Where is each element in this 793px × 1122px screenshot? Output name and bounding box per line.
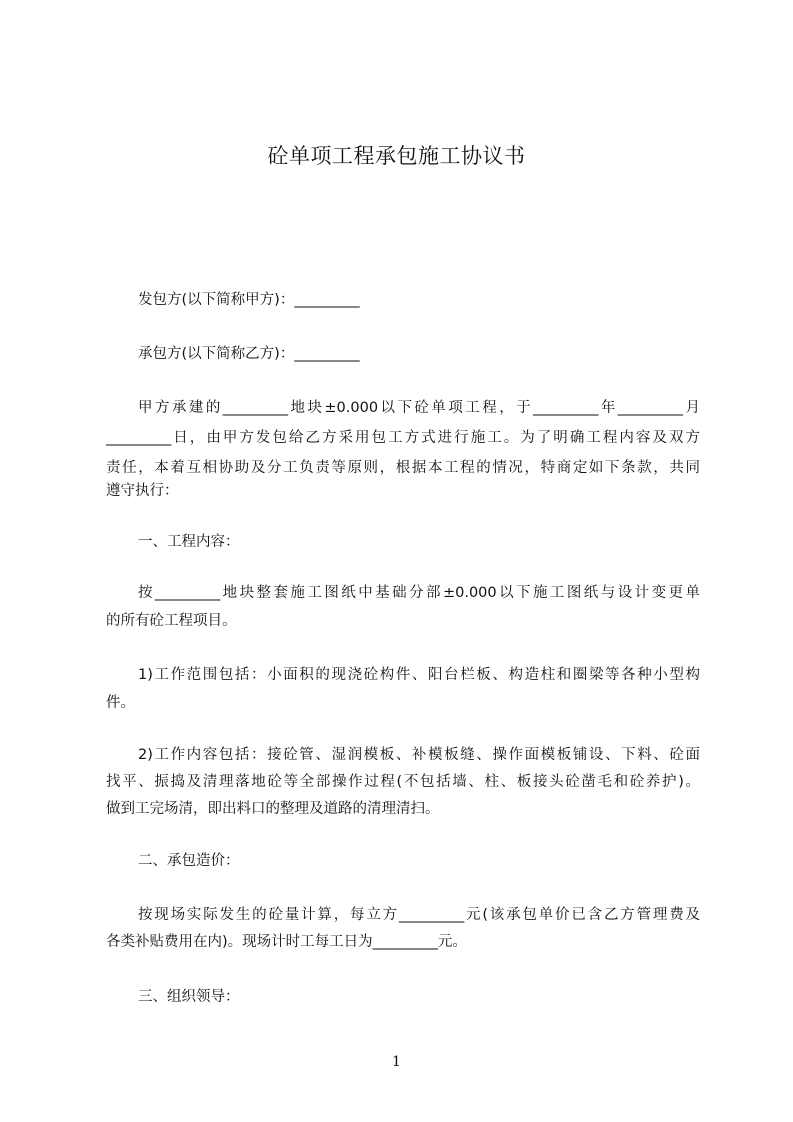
scope-line: 件。 xyxy=(106,695,135,711)
work-content-line: 2)工作内容包括：接砼管、湿润模板、补模板缝、操作面模板铺设、下料、砼面 xyxy=(138,747,700,763)
section-1-line: 按_________地块整套施工图纸中基础分部±0.000以下施工图纸与设计变更单 xyxy=(138,585,700,601)
party-b-line: 承包方(以下简称乙方)：_________ xyxy=(138,346,360,362)
intro-line: 甲方承建的_________地块±0.000以下砼单项工程，于_________年_________月 xyxy=(138,400,700,416)
section-3-heading: 三、组织领导： xyxy=(138,989,240,1005)
section-2-heading: 二、承包造价： xyxy=(138,853,240,869)
section-2-line: 按现场实际发生的砼量计算，每立方_________元(该承包单价已含乙方管理费及 xyxy=(138,907,700,923)
intro-line: 遵守执行： xyxy=(106,483,179,499)
section-1-heading: 一、工程内容： xyxy=(138,534,240,550)
intro-line: _________日，由甲方发包给乙方采用包工方式进行施工。为了明确工程内容及双方 xyxy=(106,430,700,446)
work-content-line: 找平、振捣及清理落地砼等全部操作过程(不包括墙、柱、板接头砼凿毛和砼养护)。 xyxy=(106,774,700,790)
section-1-line: 的所有砼工程项目。 xyxy=(106,613,237,629)
work-content-line: 做到工完场清，即出料口的整理及道路的清理清扫。 xyxy=(106,801,440,817)
scope-line: 1)工作范围包括：小面积的现浇砼构件、阳台栏板、构造柱和圈梁等各种小型构 xyxy=(138,667,700,683)
page-number: 1 xyxy=(392,1054,401,1070)
party-a-line: 发包方(以下简称甲方)：_________ xyxy=(138,292,360,308)
document-title: 砼单项工程承包施工协议书 xyxy=(267,144,526,168)
section-2-line: 各类补贴费用在内)。现场计时工每工日为_________元。 xyxy=(106,934,467,950)
intro-line: 责任，本着互相协助及分工负责等原则，根据本工程的情况，特商定如下条款，共同 xyxy=(106,460,700,476)
